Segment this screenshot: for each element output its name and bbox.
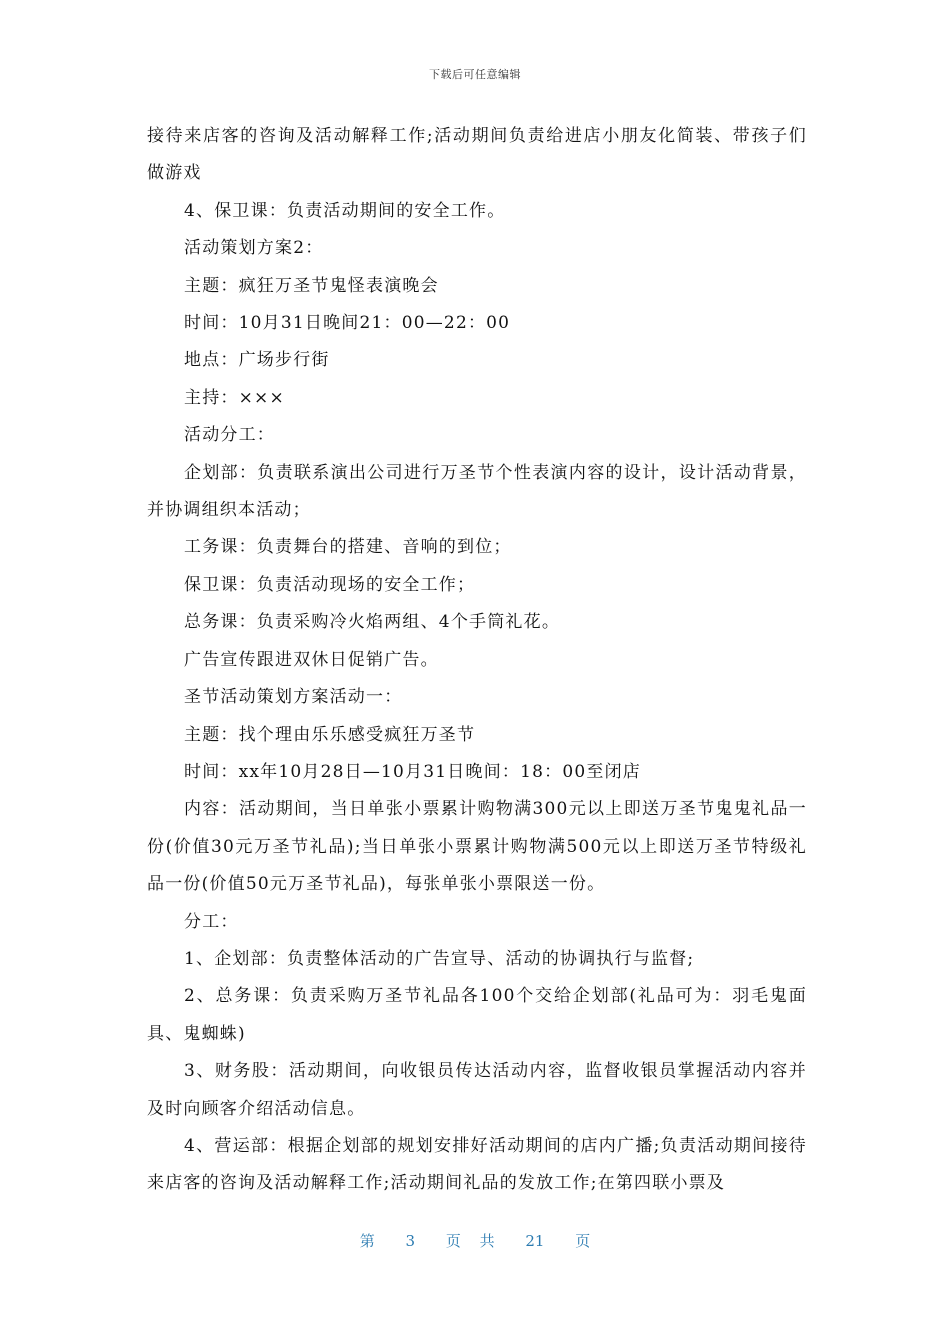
paragraph-18: 分工： <box>184 911 239 932</box>
paragraph-12: 总务课：负责采购冷火焰两组、4个手筒礼花。 <box>184 612 561 633</box>
paragraph-14: 圣节活动策划方案活动一： <box>184 687 403 708</box>
paragraph-22: 4、营运部：根据企划部的规划安排好活动期间的店内广播;负责活动期间接待来店客的咨询及活动解释工作;活动期间礼品的发放工作;在第四联小票及 <box>147 1135 807 1194</box>
footer-middle: 页 共 <box>445 1232 495 1250</box>
paragraph-13: 广告宣传跟进双休日促销广告。 <box>184 649 439 670</box>
paragraph-15: 主题：找个理由乐乐感受疯狂万圣节 <box>184 724 476 745</box>
paragraph-8: 活动分工： <box>184 425 275 446</box>
footer-suffix: 页 <box>575 1232 591 1250</box>
paragraph-21: 3、财务股：活动期间，向收银员传达活动内容，监督收银员掌握活动内容并及时向顾客介绍活动信息。 <box>147 1061 807 1119</box>
paragraph-7: 主持：××× <box>184 387 285 408</box>
paragraph-2: 4、保卫课：负责活动期间的安全工作。 <box>184 200 506 221</box>
page-footer <box>0 1230 950 1251</box>
paragraph-16: 时间：xx年10月28日—10月31日晚间：18：00至闭店 <box>184 761 641 782</box>
paragraph-20: 2、总务课：负责采购万圣节礼品各100个交给企划部(礼品可为：羽毛鬼面具、鬼蜘蛛) <box>147 986 807 1044</box>
paragraph-17: 内容：活动期间，当日单张小票累计购物满300元以上即送万圣节鬼鬼礼品一份(价值30元万圣节礼品);当日单张小票累计购物满500元以上即送万圣节特级礼品一份(价值50元万圣节礼品)，每张单张小票限送一份。 <box>147 799 807 895</box>
paragraph-11: 保卫课：负责活动现场的安全工作； <box>184 574 476 595</box>
paragraph-9: 企划部：负责联系演出公司进行万圣节个性表演内容的设计，设计活动背景，并协调组织本活动； <box>147 462 807 521</box>
paragraph-4: 主题：疯狂万圣节鬼怪表演晚会 <box>184 275 439 296</box>
footer-current-page: 3 <box>405 1232 416 1250</box>
footer-prefix: 第 <box>359 1232 375 1250</box>
paragraph-3: 活动策划方案2： <box>184 238 324 259</box>
paragraph-6: 地点：广场步行街 <box>184 350 330 371</box>
paragraph-1: 接待来店客的咨询及活动解释工作;活动期间负责给进店小朋友化简装、带孩子们做游戏 <box>147 126 807 184</box>
paragraph-5: 时间：10月31日晚间21：00—22：00 <box>184 313 511 334</box>
paragraph-10: 工务课：负责舞台的搭建、音响的到位； <box>184 537 512 558</box>
document-body <box>147 118 807 1203</box>
footer-total-pages: 21 <box>525 1232 545 1250</box>
page-header-note: 下载后可任意编辑 <box>429 68 521 81</box>
paragraph-19: 1、企划部：负责整体活动的广告宣导、活动的协调执行与监督; <box>184 948 695 969</box>
